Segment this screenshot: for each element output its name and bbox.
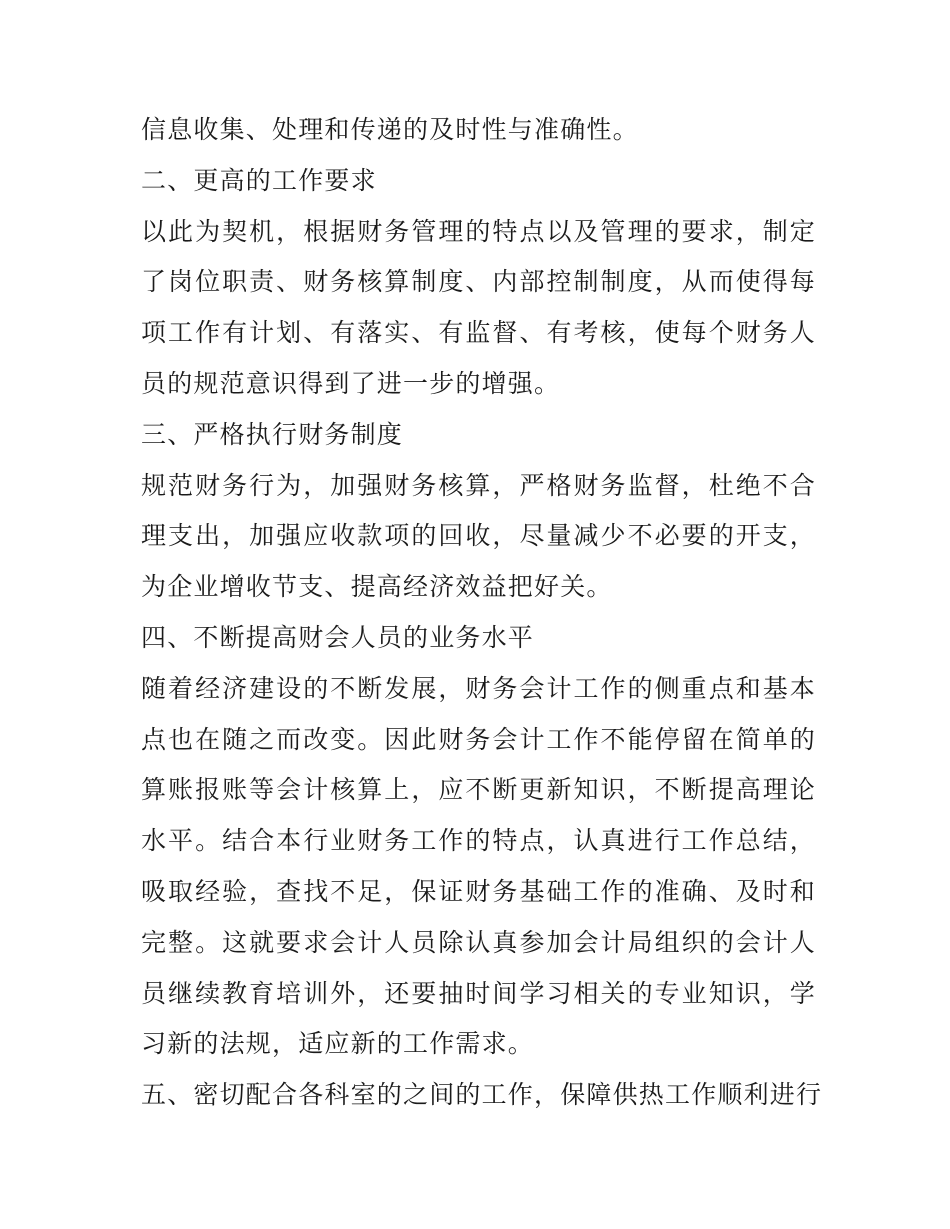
section-heading-4: 四、不断提高财会人员的业务水平 (141, 622, 535, 652)
paragraph-work-requirements: 以此为契机，根据财务管理的特点以及管理的要求，制定了岗位职责、财务核算制度、内部控制制度，从而使得每项工作有计划、有落实、有监督、有考核，使每个财务人员的规范意识得到了进一步的增强。 (141, 216, 816, 398)
paragraph-staff-skills: 随着经济建设的不断发展，财务会计工作的侧重点和基本点也在随之而改变。因此财务会计工作不能停留在简单的算账报账等会计核算上，应不断更新知识，不断提高理论水平。结合本行业财务工作的特点，认真进行工作总结，吸取经验，查找不足，保证财务基础工作的准确、及时和完整。这就要求会计人员除认真参加会计局组织的会计人员继续教育培训外，还要抽时间学习相关的专业知识，学习新的法规，适应新的工作需求。 (141, 673, 816, 1059)
section-heading-3: 三、严格执行财务制度 (141, 419, 404, 449)
paragraph-financial-rules: 规范财务行为，加强财务核算，严格财务监督，杜绝不合理支出，加强应收款项的回收，尽量减少不必要的开支，为企业增收节支、提高经济效益把好关。 (141, 470, 816, 602)
document-body (141, 105, 823, 1121)
section-heading-5: 五、密切配合各科室的之间的工作，保障供热工作顺利进行 (141, 1080, 823, 1110)
section-heading-2: 二、更高的工作要求 (141, 165, 377, 195)
paragraph-continuation: 信息收集、处理和传递的及时性与准确性。 (141, 115, 639, 144)
